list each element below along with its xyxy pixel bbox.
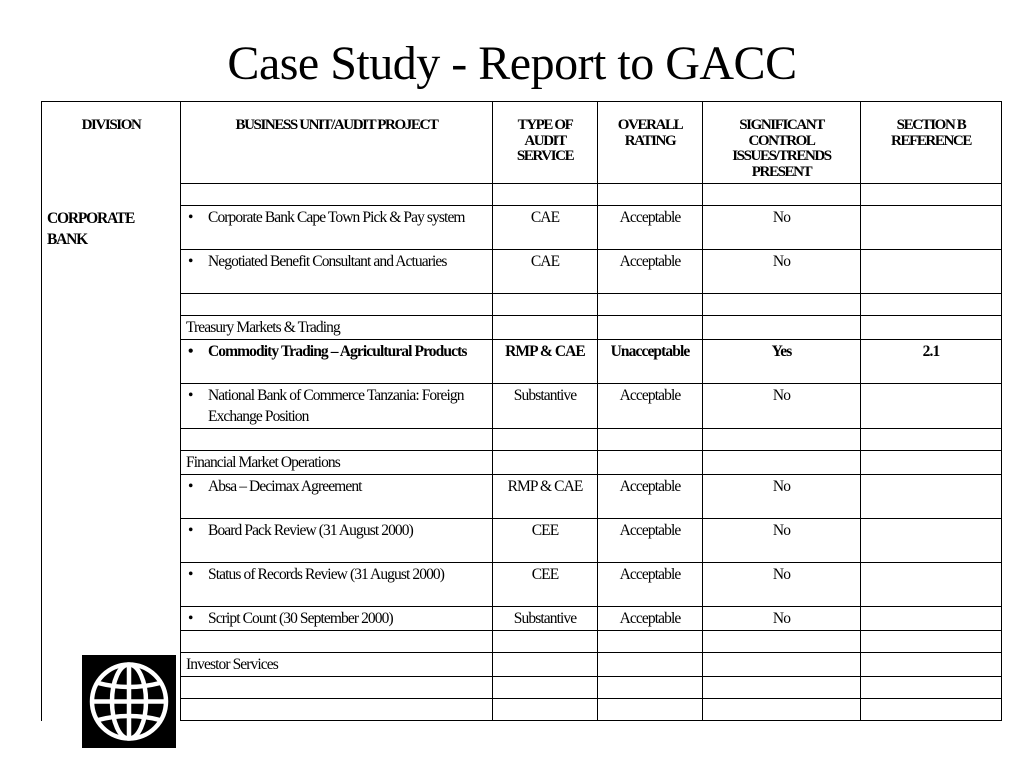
rating-cell: Acceptable [598,206,703,250]
table-row-blank [42,699,1002,721]
rating-cell: Acceptable [598,519,703,563]
bullet-icon: • [188,387,193,404]
rating-cell: Acceptable [598,384,703,429]
table-row [42,519,1002,563]
project-name: Corporate Bank Cape Town Pick & Pay system [208,209,465,226]
type-cell: Substantive [493,384,598,429]
table-row-blank [42,429,1002,451]
section-cell [861,475,1002,519]
bullet-icon: • [188,610,193,627]
type-cell: CAE [493,250,598,294]
table-row-blank [42,677,1002,699]
table-row [42,563,1002,607]
group-row [42,451,1002,475]
section-cell [861,384,1002,429]
table-row [42,340,1002,384]
table-row [42,250,1002,294]
bullet-icon: • [188,343,193,360]
rating-cell: Acceptable [598,475,703,519]
section-cell [861,206,1002,250]
group-label: Investor Services [181,653,493,677]
rating-cell: Acceptable [598,563,703,607]
project-name: Absa – Decimax Agreement [208,478,362,495]
bullet-icon: • [188,522,193,539]
rating-cell: Acceptable [598,250,703,294]
table-row-blank [42,294,1002,316]
bullet-icon: • [188,566,193,583]
type-cell: RMP & CAE [493,340,598,384]
world-bank-globe-icon [82,655,176,748]
bullet-icon: • [188,253,193,270]
table-row-blank [42,631,1002,653]
header-issues: SIGNIFICANT CONTROL ISSUES/TRENDS PRESENT [703,102,861,184]
world-bank-logo [82,655,176,748]
section-cell [861,519,1002,563]
rating-cell: Unacceptable [598,340,703,384]
project-cell [181,563,493,607]
project-name: Negotiated Benefit Consultant and Actuaries [208,253,447,270]
project-cell [181,384,493,429]
section-cell: 2.1 [861,340,1002,384]
header-type: TYPE OF AUDIT SERVICE [493,102,598,184]
type-cell: Substantive [493,607,598,631]
project-cell [181,475,493,519]
project-cell [181,340,493,384]
division-cell: CORPORATE BANK [42,206,181,721]
group-label: Financial Market Operations [181,451,493,475]
project-name: National Bank of Commerce Tanzania: Foreign Exchange Position [208,387,464,425]
project-cell [181,250,493,294]
project-cell [181,519,493,563]
issues-cell: No [703,384,861,429]
section-cell [861,607,1002,631]
header-section: SECTION B REFERENCE [861,102,1002,184]
table-row [42,384,1002,429]
table-row [42,475,1002,519]
report-table-container [41,101,983,673]
header-business-unit: BUSINESS UNIT/AUDIT PROJECT [181,102,493,184]
table-row-blank [42,184,1002,206]
section-cell [861,563,1002,607]
issues-cell: No [703,519,861,563]
type-cell: CEE [493,519,598,563]
issues-cell: No [703,607,861,631]
table-row [42,206,1002,250]
header-rating: OVERALL RATING [598,102,703,184]
project-cell [181,607,493,631]
slide-title: Case Study - Report to GACC [227,37,797,90]
issues-cell: No [703,563,861,607]
issues-cell: No [703,206,861,250]
bullet-icon: • [188,209,193,226]
report-table [41,101,1002,721]
section-cell [861,250,1002,294]
header-division: DIVISION [42,102,181,184]
rating-cell: Acceptable [598,607,703,631]
project-cell [181,206,493,250]
project-name: Script Count (30 September 2000) [208,610,393,627]
project-name: Commodity Trading – Agricultural Products [208,343,467,360]
issues-cell: No [703,250,861,294]
group-label: Treasury Markets & Trading [181,316,493,340]
group-row [42,316,1002,340]
type-cell: CEE [493,563,598,607]
type-cell: RMP & CAE [493,475,598,519]
table-row [42,607,1002,631]
project-name: Board Pack Review (31 August 2000) [208,522,413,539]
project-name: Status of Records Review (31 August 2000) [208,566,445,583]
issues-cell: Yes [703,340,861,384]
header-row [42,102,1002,184]
bullet-icon: • [188,478,193,495]
issues-cell: No [703,475,861,519]
group-row [42,653,1002,677]
type-cell: CAE [493,206,598,250]
